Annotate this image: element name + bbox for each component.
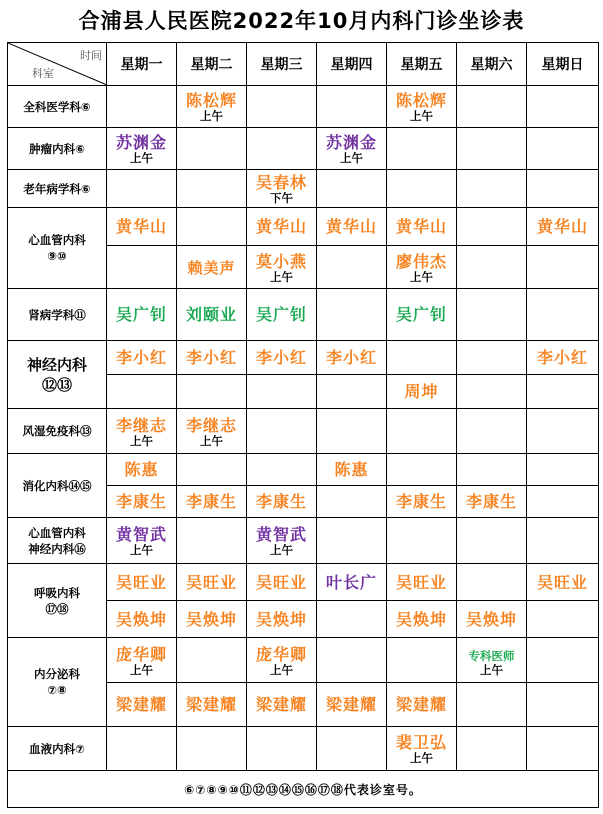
doctor-name: 吴旺业 xyxy=(115,572,167,592)
time-note: 上午 xyxy=(270,269,293,284)
doctor-name: 陈惠 xyxy=(124,460,159,479)
dept-oncology: 肿瘤内科⑥ xyxy=(8,128,107,170)
schedule-cell xyxy=(317,128,387,170)
schedule-cell xyxy=(527,86,599,128)
schedule-cell xyxy=(457,208,527,246)
schedule-cell xyxy=(387,518,457,564)
header-row xyxy=(8,43,599,86)
doctor-name: 梁建耀 xyxy=(185,695,237,714)
day-header: 星期五 xyxy=(387,43,457,86)
schedule-cell xyxy=(247,601,317,638)
schedule-cell xyxy=(387,170,457,208)
schedule-cell xyxy=(527,289,599,341)
schedule-cell xyxy=(107,683,177,727)
schedule-cell xyxy=(107,246,177,289)
time-note: 上午 xyxy=(340,151,363,165)
schedule-cell xyxy=(177,375,247,409)
doctor-name: 吴焕坤 xyxy=(115,609,167,629)
day-header: 星期四 xyxy=(317,43,387,86)
schedule-cell xyxy=(107,727,177,771)
doctor-name: 吴焕坤 xyxy=(255,609,307,629)
schedule-cell xyxy=(247,341,317,375)
table-row xyxy=(8,289,599,341)
table-row xyxy=(8,454,599,486)
schedule-cell xyxy=(457,727,527,771)
schedule-cell xyxy=(527,409,599,454)
schedule-cell xyxy=(247,454,317,486)
table-row xyxy=(8,86,599,128)
schedule-cell xyxy=(177,601,247,638)
schedule-cell xyxy=(387,727,457,771)
dept-label: 心血管内科⑨⑩ xyxy=(28,233,86,263)
schedule-cell xyxy=(247,128,317,170)
schedule-cell xyxy=(387,409,457,454)
doctor-name: 李康生 xyxy=(185,492,237,511)
schedule-cell xyxy=(317,409,387,454)
doctor-name: 黄华山 xyxy=(115,217,167,236)
schedule-cell xyxy=(527,727,599,771)
table-row xyxy=(8,170,599,208)
dept-geriatric: 老年病学科⑥ xyxy=(8,170,107,208)
doctor-name: 叶长广 xyxy=(325,572,377,592)
schedule-cell xyxy=(527,601,599,638)
schedule-table xyxy=(7,42,599,808)
schedule-cell xyxy=(457,375,527,409)
schedule-cell xyxy=(177,564,247,601)
time-note: 上午 xyxy=(130,543,153,557)
schedule-cell xyxy=(247,486,317,518)
schedule-cell xyxy=(527,341,599,375)
schedule-cell xyxy=(247,208,317,246)
doctor-name: 吴春林 xyxy=(255,173,307,192)
doctor-name: 吴焕坤 xyxy=(395,609,447,629)
time-note: 上午 xyxy=(270,543,293,557)
schedule-cell xyxy=(107,564,177,601)
table-row xyxy=(8,128,599,170)
schedule-cell xyxy=(527,638,599,683)
schedule-cell xyxy=(107,375,177,409)
schedule-cell xyxy=(457,454,527,486)
schedule-cell xyxy=(247,727,317,771)
schedule-cell xyxy=(247,86,317,128)
schedule-cell xyxy=(177,454,247,486)
schedule-cell xyxy=(247,638,317,683)
schedule-cell xyxy=(527,564,599,601)
schedule-cell xyxy=(527,128,599,170)
schedule-cell xyxy=(527,375,599,409)
schedule-cell xyxy=(457,289,527,341)
doctor-name: 陈惠 xyxy=(334,460,369,479)
table-row xyxy=(8,208,599,246)
schedule-cell xyxy=(527,683,599,727)
schedule-cell xyxy=(177,638,247,683)
schedule-cell xyxy=(247,518,317,564)
doctor-name: 庞华卿 xyxy=(255,644,307,664)
doctor-name: 李小红 xyxy=(536,348,588,367)
schedule-cell xyxy=(317,486,387,518)
schedule-cell xyxy=(387,638,457,683)
time-note: 上午 xyxy=(200,433,223,448)
schedule-cell xyxy=(177,128,247,170)
time-note: 上午 xyxy=(410,751,433,765)
doctor-name: 李康生 xyxy=(255,492,307,511)
schedule-cell xyxy=(177,246,247,289)
time-note: 上午 xyxy=(480,662,503,677)
schedule-cell xyxy=(387,454,457,486)
doctor-name: 陈松辉 xyxy=(185,91,237,110)
doctor-name: 李继志 xyxy=(115,415,167,435)
schedule-cell xyxy=(317,170,387,208)
doctor-name: 李小红 xyxy=(115,348,167,367)
schedule-cell xyxy=(177,727,247,771)
schedule-cell xyxy=(317,683,387,727)
doctor-name: 吴广钊 xyxy=(255,305,307,324)
schedule-cell xyxy=(107,128,177,170)
schedule-cell xyxy=(107,170,177,208)
schedule-cell xyxy=(317,208,387,246)
schedule-cell xyxy=(177,486,247,518)
schedule-cell xyxy=(107,86,177,128)
schedule-cell xyxy=(527,170,599,208)
schedule-cell xyxy=(527,454,599,486)
day-header: 星期三 xyxy=(247,43,317,86)
schedule-cell xyxy=(317,454,387,486)
time-note: 上午 xyxy=(270,662,293,677)
schedule-cell xyxy=(387,683,457,727)
table-row xyxy=(8,564,599,601)
schedule-cell xyxy=(177,341,247,375)
doctor-name: 李小红 xyxy=(325,348,377,367)
doctor-name: 周坤 xyxy=(404,382,439,401)
doctor-name: 吴旺业 xyxy=(185,572,237,592)
doctor-name: 吴旺业 xyxy=(255,572,307,592)
schedule-cell xyxy=(457,486,527,518)
doctor-name: 黄华山 xyxy=(325,217,377,236)
dept-hema: 血液内科⑦ xyxy=(8,727,107,771)
doctor-name: 李继志 xyxy=(185,415,237,435)
schedule-cell xyxy=(247,683,317,727)
doctor-name: 陈松辉 xyxy=(395,91,447,110)
schedule-cell xyxy=(177,683,247,727)
schedule-cell xyxy=(177,289,247,341)
day-header: 星期日 xyxy=(527,43,599,86)
schedule-cell xyxy=(317,727,387,771)
doctor-name: 吴旺业 xyxy=(536,572,588,592)
schedule-cell xyxy=(177,170,247,208)
doctor-name: 裴卫弘 xyxy=(395,733,447,752)
doctor-name: 莫小燕 xyxy=(255,251,307,271)
schedule-cell xyxy=(457,601,527,638)
doctor-name: 李康生 xyxy=(465,492,517,511)
dept-resp xyxy=(8,564,107,638)
schedule-cell xyxy=(457,128,527,170)
dept-cardio-neuro: 心血管内科 神经内科⑯ xyxy=(8,518,107,564)
schedule-cell xyxy=(107,341,177,375)
schedule-cell xyxy=(387,86,457,128)
schedule-cell xyxy=(177,518,247,564)
dept-gastro: 消化内科⑭⑮ xyxy=(8,454,107,518)
doctor-name: 黄智武 xyxy=(255,525,307,544)
dept-label: 神经内科⑫⑬ xyxy=(26,355,87,394)
doctor-name: 赖美声 xyxy=(187,258,236,277)
schedule-cell xyxy=(107,409,177,454)
dept-nephro: 肾病学科⑪ xyxy=(8,289,107,341)
schedule-cell xyxy=(247,564,317,601)
schedule-cell xyxy=(387,246,457,289)
schedule-cell xyxy=(317,564,387,601)
doctor-name: 梁建耀 xyxy=(115,695,167,714)
schedule-cell xyxy=(317,289,387,341)
time-note: 上午 xyxy=(130,151,153,165)
doctor-name: 吴广钊 xyxy=(115,305,167,324)
schedule-cell xyxy=(457,341,527,375)
schedule-cell xyxy=(527,246,599,289)
day-header: 星期二 xyxy=(177,43,247,86)
schedule-cell xyxy=(387,564,457,601)
time-note: 上午 xyxy=(130,433,153,448)
table-row xyxy=(8,409,599,454)
dept-rheum: 风湿免疫科⑬ xyxy=(8,409,107,454)
schedule-cell xyxy=(317,375,387,409)
schedule-cell xyxy=(247,375,317,409)
table-row xyxy=(8,638,599,683)
footer-row xyxy=(8,771,599,808)
doctor-name: 黄华山 xyxy=(395,217,447,236)
schedule-cell xyxy=(387,208,457,246)
doctor-name: 吴焕坤 xyxy=(465,609,517,629)
doctor-name: 吴广钊 xyxy=(395,305,447,324)
schedule-cell xyxy=(107,289,177,341)
page-title: 合浦县人民医院2022年10月内科门诊坐诊表 xyxy=(78,9,525,33)
schedule-cell xyxy=(457,170,527,208)
table-row xyxy=(8,341,599,375)
schedule-cell xyxy=(247,246,317,289)
schedule-cell xyxy=(457,518,527,564)
schedule-cell xyxy=(527,486,599,518)
doctor-name: 梁建耀 xyxy=(255,695,307,714)
doctor-name: 黄华山 xyxy=(536,217,588,236)
schedule-cell xyxy=(527,518,599,564)
doctor-name: 廖伟杰 xyxy=(395,251,447,271)
schedule-cell xyxy=(387,486,457,518)
schedule-cell xyxy=(457,638,527,683)
schedule-cell xyxy=(317,601,387,638)
schedule-cell xyxy=(457,409,527,454)
doctor-name: 李小红 xyxy=(185,348,237,367)
schedule-cell xyxy=(457,246,527,289)
doctor-name: 李小红 xyxy=(255,348,307,367)
schedule-cell xyxy=(527,208,599,246)
dept-neuro xyxy=(8,341,107,409)
schedule-cell xyxy=(317,638,387,683)
schedule-cell xyxy=(177,208,247,246)
doctor-name: 梁建耀 xyxy=(395,695,447,714)
schedule-cell xyxy=(247,170,317,208)
time-note: 上午 xyxy=(130,662,153,677)
doctor-name: 专科医师 xyxy=(468,648,515,663)
doctor-name: 梁建耀 xyxy=(325,695,377,714)
schedule-cell xyxy=(387,341,457,375)
day-header: 星期六 xyxy=(457,43,527,86)
dept-cardio xyxy=(8,208,107,289)
schedule-cell xyxy=(387,289,457,341)
doctor-name: 李康生 xyxy=(395,492,447,511)
schedule-cell xyxy=(317,518,387,564)
day-header: 星期一 xyxy=(107,43,177,86)
schedule-cell xyxy=(247,409,317,454)
doctor-name: 刘颐业 xyxy=(185,305,237,324)
table-row xyxy=(8,518,599,564)
time-note: 上午 xyxy=(410,269,433,284)
doctor-name: 黄华山 xyxy=(255,217,307,236)
footer-note: ⑥⑦⑧⑨⑩⑪⑫⑬⑭⑮⑯⑰⑱代表诊室号。 xyxy=(8,771,599,808)
schedule-cell xyxy=(107,454,177,486)
schedule-cell xyxy=(317,86,387,128)
dept-general: 全科医学科⑥ xyxy=(8,86,107,128)
corner-dept-label: 科室 xyxy=(32,67,54,80)
schedule-cell xyxy=(387,601,457,638)
schedule-cell xyxy=(457,86,527,128)
schedule-cell xyxy=(387,128,457,170)
schedule-cell xyxy=(107,601,177,638)
schedule-cell xyxy=(107,518,177,564)
dept-label: 内分泌科⑦⑧ xyxy=(34,667,80,697)
doctor-name: 苏渊金 xyxy=(115,133,167,152)
dept-label: 呼吸内科⑰⑱ xyxy=(34,585,80,616)
schedule-cell xyxy=(177,86,247,128)
time-note: 上午 xyxy=(200,109,223,123)
corner-cell xyxy=(8,43,107,86)
time-note: 上午 xyxy=(410,109,433,123)
schedule-cell xyxy=(387,375,457,409)
doctor-name: 吴焕坤 xyxy=(185,609,237,629)
schedule-cell xyxy=(107,208,177,246)
schedule-cell xyxy=(247,289,317,341)
time-note: 下午 xyxy=(270,191,293,205)
schedule-cell xyxy=(457,564,527,601)
doctor-name: 庞华卿 xyxy=(115,644,167,664)
schedule-cell xyxy=(177,409,247,454)
doctor-name: 黄智武 xyxy=(115,525,167,544)
doctor-name: 吴旺业 xyxy=(395,572,447,592)
schedule-cell xyxy=(317,341,387,375)
schedule-cell xyxy=(457,683,527,727)
schedule-cell xyxy=(107,638,177,683)
corner-time-label: 时间 xyxy=(80,49,102,62)
dept-endo xyxy=(8,638,107,727)
schedule-cell xyxy=(107,486,177,518)
doctor-name: 苏渊金 xyxy=(325,133,377,152)
doctor-name: 李康生 xyxy=(115,492,167,511)
table-row xyxy=(8,727,599,771)
schedule-cell xyxy=(317,246,387,289)
